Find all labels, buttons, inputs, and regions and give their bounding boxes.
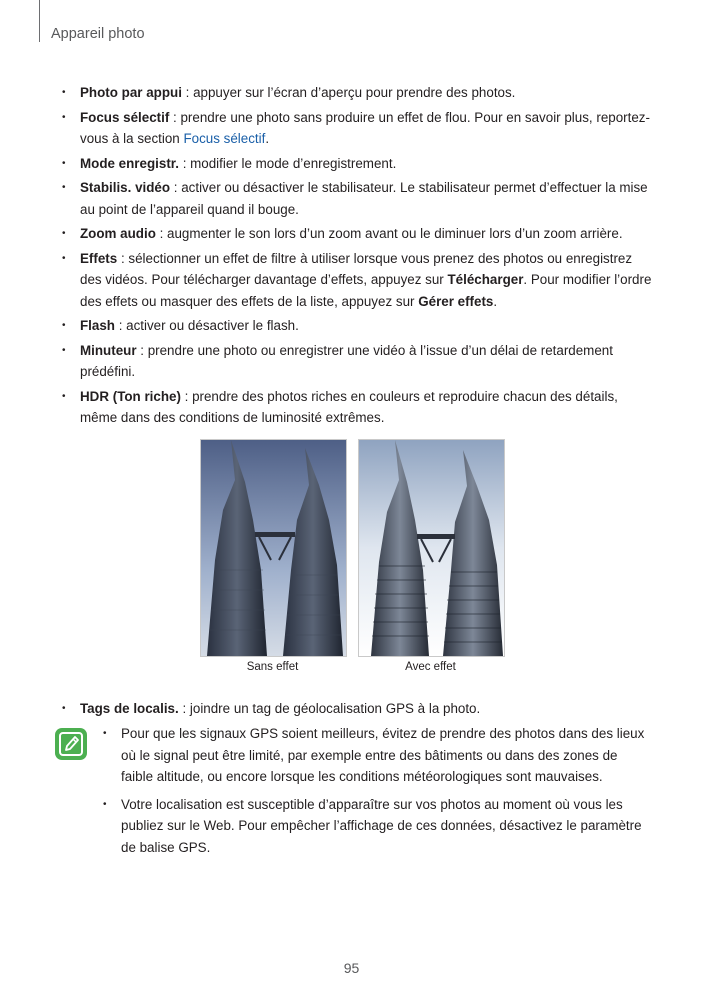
focus-selectif-link[interactable]: Focus sélectif xyxy=(183,131,266,146)
towers-photo-plain xyxy=(201,440,346,656)
note-text: Pour que les signaux GPS soient meilleurs, évitez de prendre des photos dans des lieux où le signal peut être limité, par exemple entre des bâtiments ou dans des zones de faible altitude, ou encore lorsque les conditions météorologiques sont mauvaises. xyxy=(121,726,645,784)
list-item-flash xyxy=(62,315,652,337)
list-item-zoom-audio xyxy=(62,223,652,245)
note-item xyxy=(103,794,653,859)
caption-avec-effet: Avec effet xyxy=(405,661,456,673)
item-text: : prendre une photo sans produire un effet de flou. Pour en savoir plus, reportez-vous à la section xyxy=(80,109,650,146)
item-text: : appuyer sur l’écran d’aperçu pour prendre des photos. xyxy=(181,85,516,100)
list-item-photo-par-appui xyxy=(62,82,652,104)
towers-photo-hdr xyxy=(359,440,504,656)
bullet: • xyxy=(62,703,66,714)
note-item xyxy=(103,723,653,788)
gerer-effets-label: Gérer effets xyxy=(418,293,494,309)
notes-list xyxy=(103,723,653,860)
item-text-2: . Pour modifier l’ordre des effets ou masquer des effets de la liste, appuyez sur xyxy=(80,272,652,309)
bullet: • xyxy=(62,157,66,169)
item-text-end: . xyxy=(493,293,498,309)
options-list xyxy=(62,82,652,432)
header-rule xyxy=(39,0,40,42)
item-text: : modifier le mode d’enregistrement. xyxy=(178,155,397,171)
list-item-effets xyxy=(62,248,652,313)
bullet: • xyxy=(103,798,107,810)
list-item-focus-selectif xyxy=(62,107,652,150)
list-item-stabilis-video xyxy=(62,177,652,220)
bullet: • xyxy=(62,182,66,193)
section-title: Appareil photo xyxy=(51,26,145,42)
item-text: : activer ou désactiver le flash. xyxy=(114,318,299,333)
item-term: Flash xyxy=(80,318,115,333)
item-term: Focus sélectif xyxy=(80,109,170,125)
telecharger-label: Télécharger xyxy=(447,272,524,287)
item-text: : activer ou désactiver le stabilisateur. Le stabilisateur permet d’effectuer la mise au point de l’appareil quand il bouge. xyxy=(80,180,648,217)
list-item-hdr xyxy=(62,386,652,429)
bullet: • xyxy=(62,228,66,239)
bullet: • xyxy=(62,344,66,356)
note-text: Votre localisation est susceptible d’apparaître sur vos photos au moment où vous les publiez sur le Web. Pour empêcher l’affichage de ces données, désactivez le paramètre de balise GPS. xyxy=(121,796,642,855)
bullet: • xyxy=(62,390,66,402)
item-term: HDR (Ton riche) xyxy=(80,388,181,404)
bullet: • xyxy=(62,87,66,98)
bullet: • xyxy=(103,728,107,739)
item-text: : prendre une photo ou enregistrer une vidéo à l’issue d’un délai de retardement prédéfini. xyxy=(80,342,613,379)
note-pencil-icon xyxy=(54,727,88,761)
bullet: • xyxy=(62,252,66,264)
photo-avec-effet xyxy=(358,439,505,657)
item-text: : sélectionner un effet de filtre à utiliser lorsque vous prenez des photos ou enregistrez des vidéos. Pour télécharger davantage d’effets, appuyez sur xyxy=(80,250,633,287)
item-term: Photo par appui xyxy=(80,85,182,100)
bullet: • xyxy=(62,320,66,331)
item-text: : prendre des photos riches en couleurs et reproduire chacun des détails, même dans des conditions de luminosité extrêmes. xyxy=(80,388,618,425)
bullet: • xyxy=(62,111,66,123)
item-text-end: . xyxy=(265,131,270,146)
hdr-comparison-figure xyxy=(200,439,503,657)
item-text: : augmenter le son lors d’un zoom avant ou le diminuer lors d’un zoom arrière. xyxy=(155,226,623,241)
item-term: Minuteur xyxy=(80,342,137,358)
item-term: Mode enregistr. xyxy=(80,155,179,171)
page-number: 95 xyxy=(343,960,360,976)
list-item-minuteur xyxy=(62,340,652,383)
item-term: Tags de localis. xyxy=(80,701,179,716)
item-term: Effets xyxy=(80,250,118,266)
caption-sans-effet: Sans effet xyxy=(246,661,299,673)
list-item-tags-de-localis xyxy=(62,698,652,720)
item-term: Zoom audio xyxy=(80,226,156,241)
list-item-mode-enregistr xyxy=(62,153,652,175)
item-term: Stabilis. vidéo xyxy=(80,180,171,195)
item-text: : joindre un tag de géolocalisation GPS à la photo. xyxy=(178,701,481,716)
photo-sans-effet xyxy=(200,439,347,657)
